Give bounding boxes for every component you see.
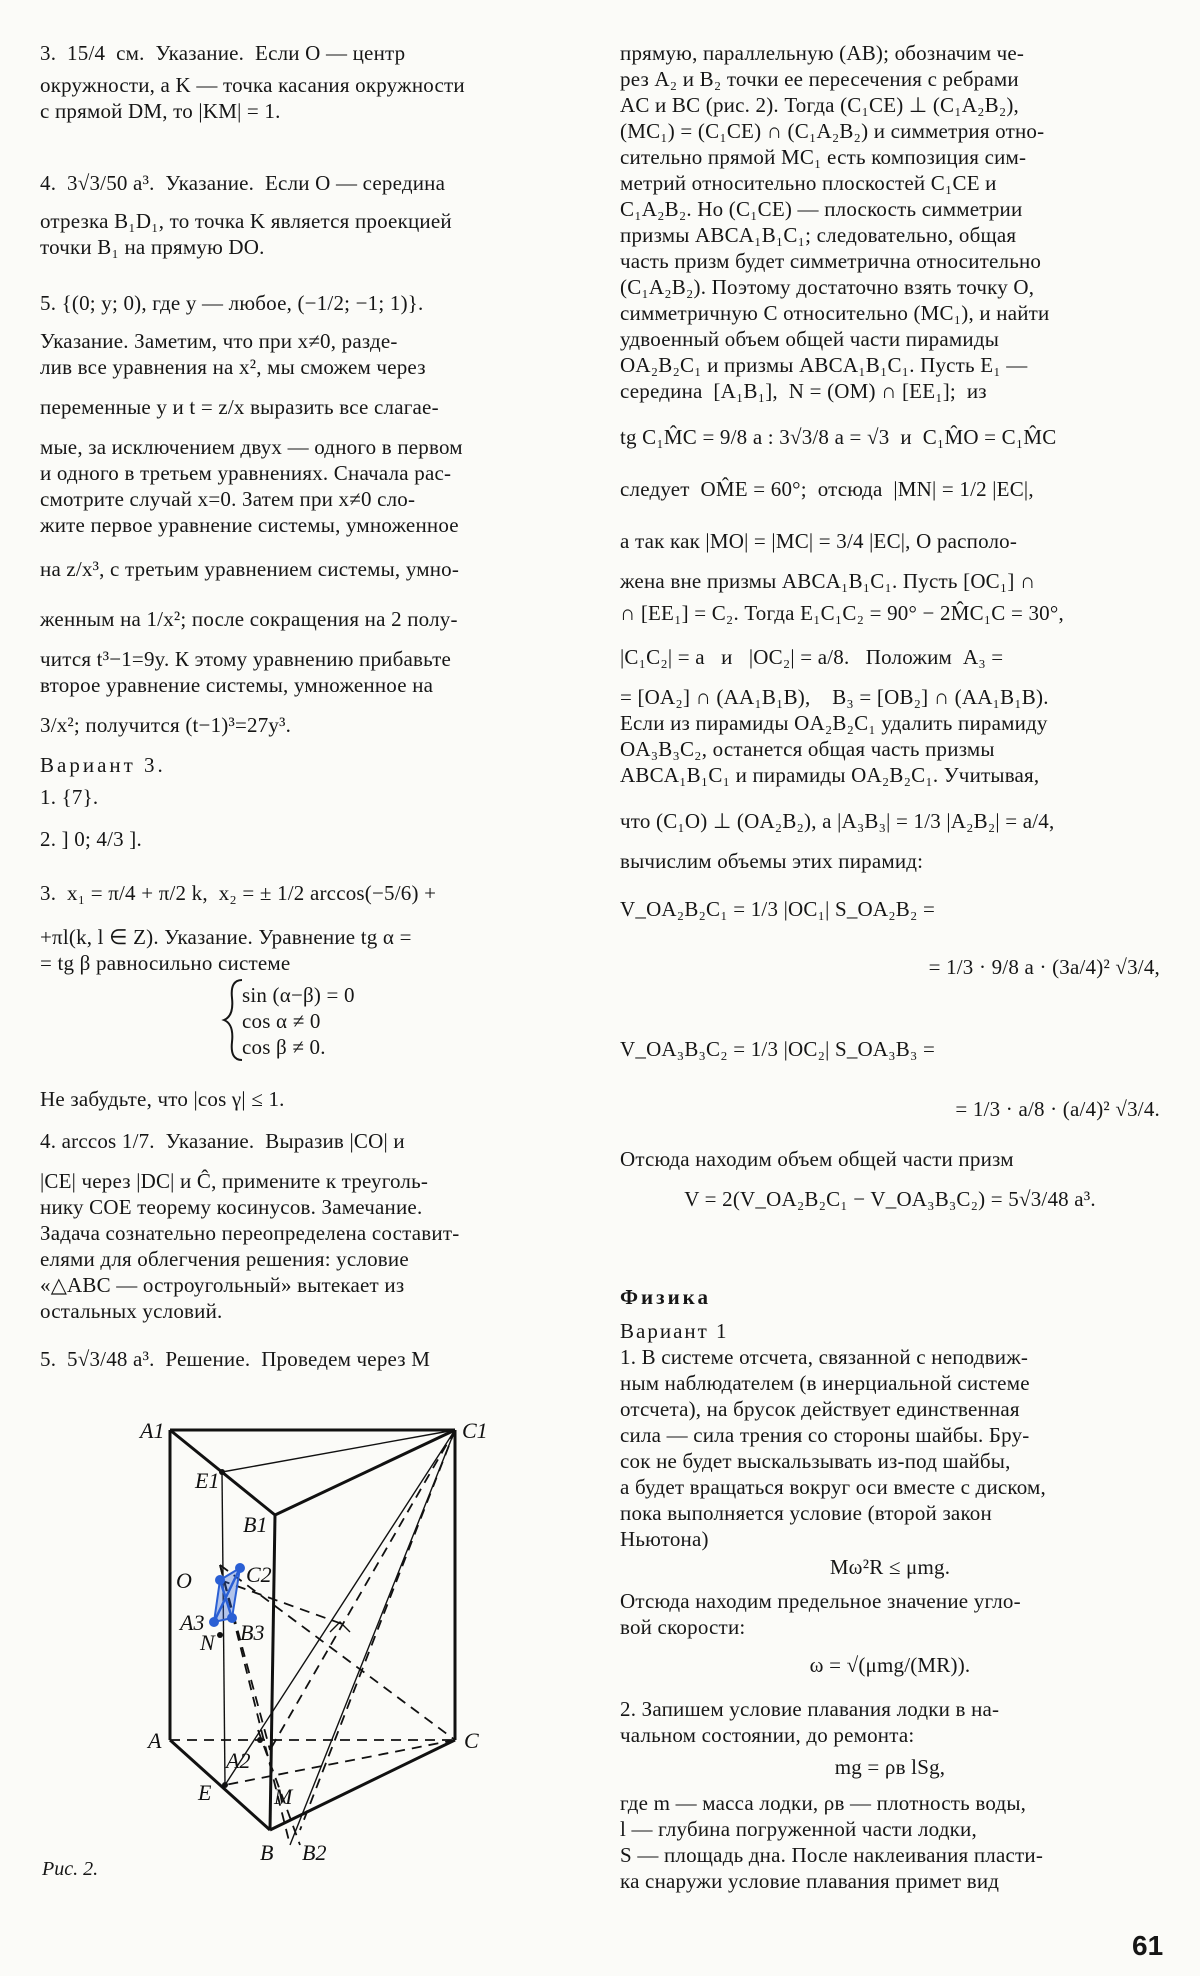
volume-formula-1b: = 1/3 · 9/8 a · (3a/4)² √3/4,: [928, 955, 1160, 979]
hint-5-line6: смотрите случай x=0. Затем при x≠0 сло-: [40, 487, 416, 511]
phys-1-line6: а будет вращаться вокруг оси вместе с диском,: [620, 1475, 1046, 1499]
physics-variant-1: Вариант 1: [620, 1319, 729, 1343]
v3-answer-4-line7: остальных условий.: [40, 1299, 223, 1323]
phys-2-line1: 2. Запишем условие плавания лодки в на-: [620, 1697, 1000, 1721]
system-line3: cos β ≠ 0.: [242, 1035, 326, 1059]
phys-2-line6: ка снаружи условие плавания примет вид: [620, 1869, 1000, 1893]
phys-1-line7: пока выполняется условие (второй закон: [620, 1501, 992, 1525]
solution-line13: OA₂B₂C₁ и призмы ABCA₁B₁C₁. Пусть E₁ —: [620, 353, 1028, 377]
hint-5-line10: чится t³−1=9y. К этому уравнению прибавьте: [40, 647, 452, 671]
hint-5-line7: жите первое уравнение системы, умноженное: [40, 513, 459, 537]
solution-line1: прямую, параллельную (AB); обозначим че-: [620, 41, 1025, 65]
solution-line18: жена вне призмы ABCA₁B₁C₁. Пусть [OC₁] ∩: [620, 569, 1036, 593]
v3-reminder: Не забудьте, что |cos γ| ≤ 1.: [40, 1087, 285, 1111]
v3-answer-3-line1: 3. x₁ = π/4 + π/2 k, x₂ = ± 1/2 arccos(−5/6) +: [40, 881, 437, 905]
label-B: B: [260, 1840, 274, 1865]
solution-line4: (MC₁) = (C₁CE) ∩ (C₁A₂B₂) и симметрия отно-: [620, 119, 1045, 143]
solution-line23: OA₃B₃C₂, останется общая часть призмы: [620, 737, 995, 761]
label-B3: B3: [240, 1620, 265, 1645]
label-A3: A3: [180, 1610, 205, 1635]
phys-2-line4: l — глубина погруженной части лодки,: [620, 1817, 977, 1841]
solution-line7: C₁A₂B₂. Но (C₁CE) — плоскость симметрии: [620, 197, 1023, 221]
solution-line21: = [OA₂] ∩ (AA₁B₁B), B₃ = [OB₂] ∩ (AA₁B₁B).: [620, 685, 1049, 709]
v3-answer-4-line5: елями для облегчения решения: условие: [40, 1247, 409, 1271]
solution-line8: призмы ABCA₁B₁C₁; следовательно, общая: [620, 223, 1017, 247]
volume-formula-1: V_OA₂B₂C₁ = 1/3 |OC₁| S_OA₂B₂ =: [620, 897, 936, 921]
v3-answer-2: 2. ] 0; 4/3 ].: [40, 827, 142, 851]
label-B2: B2: [302, 1840, 327, 1865]
phys-1-line3: отсчета), на брусок действует единственная: [620, 1397, 1020, 1421]
phys-1-line8: Ньютона): [620, 1527, 709, 1551]
v3-answer-1: 1. {7}.: [40, 785, 99, 809]
hint-5-line3: переменные y и t = z/x выразить все слагае-: [40, 395, 439, 419]
hint-5-line9: женным на 1/x²; после сокращения на 2 полу-: [40, 607, 458, 631]
v3-answer-4-line4: Задача сознательно переопределена составит-: [40, 1221, 460, 1245]
answer-4-line2: отрезка B₁D₁, то точка K является проекцией: [40, 209, 452, 233]
label-C2: C2: [246, 1562, 272, 1587]
label-O: O: [176, 1568, 192, 1593]
prism-figure: [0, 1390, 600, 1890]
phys-1-line5: сок не будет выскальзывать из-под шайбы,: [620, 1449, 1011, 1473]
solution-line17: а так как |MO| = |MC| = 3/4 |EC|, O располо-: [620, 529, 1018, 553]
v3-answer-4-line1: 4. arccos 1/7. Указание. Выразив |CO| и: [40, 1129, 405, 1153]
figure-caption: Рис. 2.: [42, 1858, 99, 1880]
solution-line10: (C₁A₂B₂). Поэтому достаточно взять точку O,: [620, 275, 1035, 299]
hint-5-line8: на z/x³, с третьим уравнением системы, умно-: [40, 557, 460, 581]
answer-4-line3: точки B₁ на прямую DO.: [40, 235, 265, 259]
omega-formula: ω = √(μmg/(MR)).: [809, 1653, 971, 1677]
system-line2: cos α ≠ 0: [242, 1009, 321, 1033]
label-E: E: [198, 1780, 212, 1805]
phys-1-line10: вой скорости:: [620, 1615, 746, 1639]
solution-line20: |C₁C₂| = a и |OC₂| = a/8. Положим A₃ =: [620, 645, 1004, 669]
label-M: M: [274, 1784, 293, 1809]
page-number: 61: [1132, 1930, 1164, 1961]
solution-line22: Если из пирамиды OA₂B₂C₁ удалить пирамиду: [620, 711, 1048, 735]
solution-conclusion: Отсюда находим объем общей части призм: [620, 1147, 1014, 1171]
solution-line15: tg C₁M̂C = 9/8 a : 3√3/8 a = √3 и C₁M̂O = C₁M̂C: [620, 425, 1057, 449]
solution-line19: ∩ [EE₁] = C₂. Тогда E₁C₁C₂ = 90° − 2M̂C₁C = 30°,: [620, 601, 1064, 625]
variant-3-heading: Вариант 3.: [40, 753, 166, 777]
answer-4-line1: 4. 3√3/50 a³. Указание. Если O — середина: [40, 171, 446, 195]
label-B1: B1: [243, 1512, 268, 1537]
label-C1: C1: [462, 1418, 488, 1443]
v3-answer-3-line3: = tg β равносильно системе: [40, 951, 291, 975]
solution-line3: AC и BC (рис. 2). Тогда (C₁CE) ⊥ (C₁A₂B₂),: [620, 93, 1020, 117]
hint-5-line4: мые, за исключением двух — одного в первом: [40, 435, 463, 459]
phys-1-line2: ным наблюдателем (в инерциальной системе: [620, 1371, 1030, 1395]
solution-line6: метрий относительно плоскостей C₁CE и: [620, 171, 997, 195]
blue-highlight: [210, 1564, 245, 1627]
solution-line24: ABCA₁B₁C₁ и пирамиды OA₂B₂C₁. Учитывая,: [620, 763, 1040, 787]
phys-2-line5: S — площадь дна. После наклеивания пласти-: [620, 1843, 1044, 1867]
solution-line9: часть призм будет симметрична относительно: [620, 249, 1042, 273]
hint-5-line2: лив все уравнения на x², мы сможем через: [40, 355, 426, 379]
answer-3-line2: окружности, а K — точка касания окружности: [40, 73, 465, 97]
volume-formula-2b: = 1/3 · a/8 · (a/4)² √3/4.: [955, 1097, 1160, 1121]
volume-formula-2: V_OA₃B₃C₂ = 1/3 |OC₂| S_OA₃B₃ =: [620, 1037, 936, 1061]
hint-5-line11: второе уравнение системы, умноженное на: [40, 673, 434, 697]
hint-5-line1: Указание. Заметим, что при x≠0, разде-: [40, 329, 398, 353]
final-volume-formula: V = 2(V_OA₂B₂C₁ − V_OA₃B₃C₂) = 5√3/48 a³.: [684, 1187, 1096, 1211]
v3-answer-4-line2: |CE| через |DC| и Ĉ, примените к треуголь-: [40, 1169, 429, 1193]
solution-line16: следует OM̂E = 60°; отсюда |MN| = 1/2 |EC|,: [620, 477, 1034, 501]
solution-line25: что (C₁O) ⊥ (OA₂B₂), а |A₃B₃| = 1/3 |A₂B₂| = a/4,: [620, 809, 1055, 833]
newton-inequality: Mω²R ≤ μmg.: [829, 1555, 951, 1579]
solution-line12: удвоенный объем общей части пирамиды: [620, 327, 1000, 351]
v3-answer-5-line1: 5. 5√3/48 a³. Решение. Проведем через M: [40, 1347, 431, 1371]
phys-2-line2: чальном состоянии, до ремонта:: [620, 1723, 915, 1747]
v3-answer-4-line6: «△ABC — остроугольный» вытекает из: [40, 1273, 405, 1297]
solution-line14: середина [A₁B₁], N = (OM) ∩ [EE₁]; из: [620, 379, 987, 403]
system-line1: sin (α−β) = 0: [242, 983, 355, 1007]
phys-1-line9: Отсюда находим предельное значение угло-: [620, 1589, 1021, 1613]
solution-line26: вычислим объемы этих пирамид:: [620, 849, 924, 873]
label-N: N: [200, 1630, 215, 1655]
label-C: C: [464, 1728, 479, 1753]
solution-line11: симметричную C относительно (MC₁), и найти: [620, 301, 1050, 325]
hint-5-line12: 3/x²; получится (t−1)³=27y³.: [40, 713, 292, 737]
answer-3-line3: с прямой DM, то |KM| = 1.: [40, 99, 281, 123]
label-A2: A2: [226, 1748, 251, 1773]
phys-1-line1: 1. В системе отсчета, связанной с неподвиж-: [620, 1345, 1029, 1369]
hint-5-line5: и одного в третьем уравнениях. Сначала рас-: [40, 461, 452, 485]
physics-heading: Физика: [620, 1285, 711, 1309]
answer-3-line1: 3. 15/4 см. Указание. Если O — центр: [40, 41, 406, 65]
solution-line5: сительно прямой MC₁ есть композиция сим-: [620, 145, 1027, 169]
v3-answer-3-line2: +πl(k, l ∈ Z). Указание. Уравнение tg α =: [40, 925, 412, 949]
answer-5-line1: 5. {(0; y; 0), где y — любое, (−1/2; −1; 1)}.: [40, 291, 424, 315]
label-A: A: [148, 1728, 162, 1753]
label-E1: E1: [195, 1468, 220, 1493]
phys-2-line3: где m — масса лодки, ρв — плотность воды,: [620, 1791, 1027, 1815]
phys-1-line4: сила — сила трения со стороны шайбы. Бру-: [620, 1423, 1030, 1447]
label-A1: A1: [140, 1418, 165, 1443]
solution-line2: рез A₂ и B₂ точки ее пересечения с ребрами: [620, 67, 1019, 91]
floating-formula: mg = ρв lSg,: [834, 1755, 946, 1779]
v3-answer-4-line3: нику COE теорему косинусов. Замечание.: [40, 1195, 423, 1219]
